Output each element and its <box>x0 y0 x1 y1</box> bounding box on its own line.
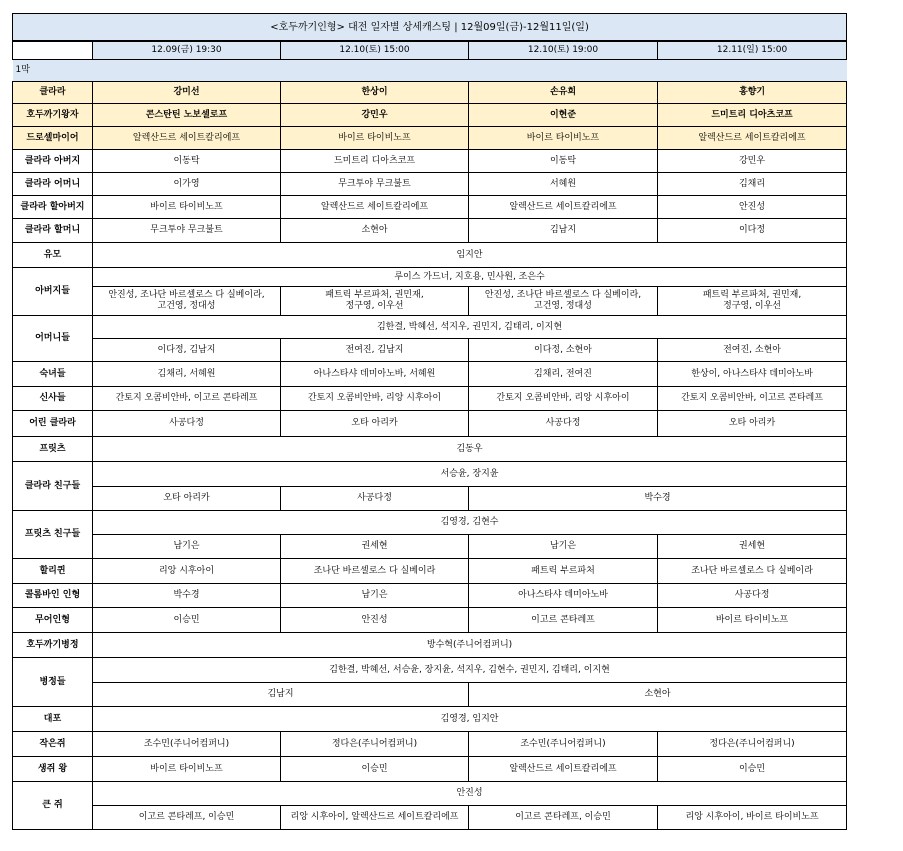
role-label: 클라라 할아버지 <box>13 196 93 219</box>
role-label: 유모 <box>13 243 93 268</box>
cast-line: 패트릭 부르파처, 권민재, <box>702 290 802 300</box>
table-row <box>13 633 847 658</box>
date-header: 12.11(일) 15:00 <box>658 41 847 60</box>
cast-cell: 이동탁 <box>93 150 281 173</box>
cast-cell: 조수민(주니어컴퍼니) <box>469 732 658 757</box>
cast-cell: 강민우 <box>658 150 847 173</box>
cast-cell: 알렉산드르 세이트칼리에프 <box>93 127 281 150</box>
table-row <box>13 608 847 633</box>
table-row <box>13 287 847 316</box>
cast-cell: 손유희 <box>469 82 658 104</box>
cast-cell: 이승민 <box>658 757 847 782</box>
cast-cell: 이다정, 소현아 <box>469 339 658 362</box>
cast-cell-all: 서승윤, 장지윤 <box>93 462 847 487</box>
role-label: 클라라 할머니 <box>13 219 93 243</box>
cast-cell: 박수경 <box>93 584 281 608</box>
cast-cell: 바이르 타이비노프 <box>281 127 469 150</box>
cast-cell: 리앙 시후아이 <box>93 559 281 584</box>
cast-cell: 한상이 <box>281 82 469 104</box>
cast-cell: 리앙 시후아이, 바이르 타이비노프 <box>658 806 847 830</box>
table-row <box>13 339 847 362</box>
cast-cell <box>93 287 281 316</box>
cast-cell: 조나단 바르셀로스 다 실베이라 <box>658 559 847 584</box>
cast-cell: 알렉산드르 세이트칼리에프 <box>281 196 469 219</box>
role-label: 숙녀들 <box>13 362 93 387</box>
cast-cell: 김채리, 서혜원 <box>93 362 281 387</box>
table-row <box>13 683 847 707</box>
table-row <box>13 707 847 732</box>
table-row <box>13 127 847 150</box>
table-row <box>13 757 847 782</box>
role-label: 드로셀마이어 <box>13 127 93 150</box>
cast-cell-all: 루이스 가드너, 지호용, 민사원, 조은수 <box>93 268 847 287</box>
table-row <box>13 535 847 559</box>
table-row <box>13 219 847 243</box>
cast-cell: 김남지 <box>93 683 469 707</box>
cast-cell: 이승민 <box>281 757 469 782</box>
cast-cell: 소현아 <box>469 683 847 707</box>
cast-cell: 소현아 <box>281 219 469 243</box>
role-label: 어머니들 <box>13 316 93 362</box>
cast-cell: 남기은 <box>469 535 658 559</box>
table-row <box>13 462 847 487</box>
role-label: 작은쥐 <box>13 732 93 757</box>
role-label: 프릿츠 <box>13 437 93 462</box>
cast-cell: 이고르 콘타레프, 이승민 <box>93 806 281 830</box>
cast-line: 패트릭 부르파처, 권민재, <box>325 290 424 300</box>
date-header: 12.10(토) 15:00 <box>281 41 469 60</box>
role-label: 아버지들 <box>13 268 93 316</box>
cast-cell: 알렉산드르 세이트칼리에프 <box>469 757 658 782</box>
table-row <box>13 511 847 535</box>
cast-cell: 오타 아리카 <box>281 411 469 437</box>
cast-cell: 사공다정 <box>469 411 658 437</box>
cast-cell-all: 안진성 <box>93 782 847 806</box>
cast-cell: 사공다정 <box>281 487 469 511</box>
cast-cell: 아나스타샤 데미아노바 <box>469 584 658 608</box>
role-label: 대포 <box>13 707 93 732</box>
table-row <box>13 559 847 584</box>
role-label: 생쥐 왕 <box>13 757 93 782</box>
cast-cell: 안진성 <box>281 608 469 633</box>
table-row <box>13 196 847 219</box>
cast-cell: 드미트리 디아츠코프 <box>658 104 847 127</box>
cast-cell-all: 김동우 <box>93 437 847 462</box>
cast-cell-all: 임지안 <box>93 243 847 268</box>
role-label: 콜롬바인 인형 <box>13 584 93 608</box>
cast-cell-all: 김한결, 박혜선, 석지우, 권민지, 김태리, 이지현 <box>93 316 847 339</box>
cast-cell: 간토지 오콤비안바, 리앙 시후아이 <box>281 387 469 411</box>
role-label: 병정들 <box>13 658 93 707</box>
table-row <box>13 268 847 287</box>
cast-cell: 바이르 타이비노프 <box>93 757 281 782</box>
cast-cell: 박수경 <box>469 487 847 511</box>
table-row <box>13 411 847 437</box>
cast-cell: 드미트리 디아츠코프 <box>281 150 469 173</box>
table-row <box>13 806 847 830</box>
table-row <box>13 782 847 806</box>
cast-cell: 안진성 <box>658 196 847 219</box>
table-row <box>13 437 847 462</box>
table-row <box>13 732 847 757</box>
cast-cell: 정다은(주니어컴퍼니) <box>658 732 847 757</box>
date-row <box>13 41 847 60</box>
role-label: 클라라 아버지 <box>13 150 93 173</box>
cast-cell: 이고르 콘타레프 <box>469 608 658 633</box>
role-label: 큰 쥐 <box>13 782 93 830</box>
cast-cell: 이고르 콘타레프, 이승민 <box>469 806 658 830</box>
cast-cell: 남기은 <box>281 584 469 608</box>
cast-cell: 이현준 <box>469 104 658 127</box>
cast-cell: 간토지 오콤비안바, 이고르 콘타레프 <box>93 387 281 411</box>
cast-cell: 한상이, 아나스타샤 데미아노바 <box>658 362 847 387</box>
cast-line: 고건영, 정대성 <box>534 301 592 311</box>
table-row <box>13 362 847 387</box>
cast-cell: 권세현 <box>281 535 469 559</box>
table-row <box>13 584 847 608</box>
cast-cell-all: 김영경, 임지안 <box>93 707 847 732</box>
role-label: 클라라 <box>13 82 93 104</box>
table-row <box>13 487 847 511</box>
cast-cell: 정다은(주니어컴퍼니) <box>281 732 469 757</box>
table-row <box>13 150 847 173</box>
table-row <box>13 243 847 268</box>
cast-cell: 바이르 타이비노프 <box>93 196 281 219</box>
corner-cell <box>13 41 93 60</box>
cast-cell: 리앙 시후아이, 알렉산드르 세이트칼리에프 <box>281 806 469 830</box>
cast-cell: 이가영 <box>93 173 281 196</box>
role-label: 할리퀸 <box>13 559 93 584</box>
cast-cell-all: 김영경, 김현수 <box>93 511 847 535</box>
cast-cell: 김남지 <box>469 219 658 243</box>
role-label: 어린 클라라 <box>13 411 93 437</box>
cast-cell <box>469 287 658 316</box>
cast-cell: 전여진, 소현아 <box>658 339 847 362</box>
cast-cell: 바이르 타이비노프 <box>469 127 658 150</box>
cast-line: 정구영, 이우선 <box>345 301 404 311</box>
cast-cell: 김채리 <box>658 173 847 196</box>
table-row <box>13 387 847 411</box>
casting-table <box>12 13 847 830</box>
cast-cell-all: 김한결, 박혜선, 서승윤, 장지윤, 석지우, 김현수, 권민지, 김태리, 이지현 <box>93 658 847 683</box>
cast-cell: 알렉산드르 세이트칼리에프 <box>469 196 658 219</box>
cast-cell: 오타 아리카 <box>93 487 281 511</box>
cast-cell: 무크투야 무크불트 <box>93 219 281 243</box>
cast-cell: 무크투야 무크불트 <box>281 173 469 196</box>
table-row <box>13 82 847 104</box>
cast-line: 정구영, 이우선 <box>723 301 781 311</box>
cast-cell: 권세현 <box>658 535 847 559</box>
cast-cell: 조수민(주니어컴퍼니) <box>93 732 281 757</box>
table-row <box>13 104 847 127</box>
table-row <box>13 316 847 339</box>
cast-cell: 남기은 <box>93 535 281 559</box>
role-label: 무어인형 <box>13 608 93 633</box>
act-row <box>13 60 847 82</box>
table-row <box>13 173 847 196</box>
cast-cell <box>281 287 469 316</box>
cast-cell: 강미선 <box>93 82 281 104</box>
cast-cell: 오타 아리카 <box>658 411 847 437</box>
date-header: 12.10(토) 19:00 <box>469 41 658 60</box>
title-row <box>13 14 847 42</box>
cast-cell: 조나단 바르셀로스 다 실베이라 <box>281 559 469 584</box>
cast-cell: 김채리, 전여진 <box>469 362 658 387</box>
cast-line: 고건영, 정대성 <box>157 301 216 311</box>
cast-cell: 아나스타샤 데미아노바, 서혜원 <box>281 362 469 387</box>
cast-cell: 알렉산드르 세이트칼리에프 <box>658 127 847 150</box>
cast-cell: 바이르 타이비노프 <box>658 608 847 633</box>
page-title: <호두까기인형> 대전 일자별 상세캐스팅 | 12월09일(금)-12월11일(일) <box>13 14 847 42</box>
cast-cell: 콘스탄틴 노보셀로프 <box>93 104 281 127</box>
cast-cell: 사공다정 <box>658 584 847 608</box>
cast-cell-all: 방수혁(주니어컴퍼니) <box>93 633 847 658</box>
cast-cell: 홍향기 <box>658 82 847 104</box>
role-label: 호두까기병정 <box>13 633 93 658</box>
cast-cell: 이승민 <box>93 608 281 633</box>
cast-cell: 간토지 오콤비안바, 이고르 콘타레프 <box>658 387 847 411</box>
role-label: 프릿츠 친구들 <box>13 511 93 559</box>
date-header: 12.09(금) 19:30 <box>93 41 281 60</box>
role-label: 신사들 <box>13 387 93 411</box>
role-label: 클라라 어머니 <box>13 173 93 196</box>
cast-line: 안진성, 조나단 바르셀로스 다 실베이라, <box>108 290 265 300</box>
act-label: 1막 <box>13 60 847 82</box>
cast-cell: 간토지 오콤비안바, 리앙 시후아이 <box>469 387 658 411</box>
cast-cell: 전여진, 김남지 <box>281 339 469 362</box>
cast-cell: 서혜원 <box>469 173 658 196</box>
table-row <box>13 658 847 683</box>
cast-line: 안진성, 조나단 바르셀로스 다 실베이라, <box>484 290 642 300</box>
role-label: 클라라 친구들 <box>13 462 93 511</box>
role-label: 호두까기왕자 <box>13 104 93 127</box>
cast-cell: 이다정 <box>658 219 847 243</box>
cast-cell <box>658 287 847 316</box>
cast-cell: 사공다정 <box>93 411 281 437</box>
cast-cell: 이동탁 <box>469 150 658 173</box>
cast-cell: 이다정, 김남지 <box>93 339 281 362</box>
cast-cell: 강민우 <box>281 104 469 127</box>
cast-cell: 패트릭 부르파처 <box>469 559 658 584</box>
